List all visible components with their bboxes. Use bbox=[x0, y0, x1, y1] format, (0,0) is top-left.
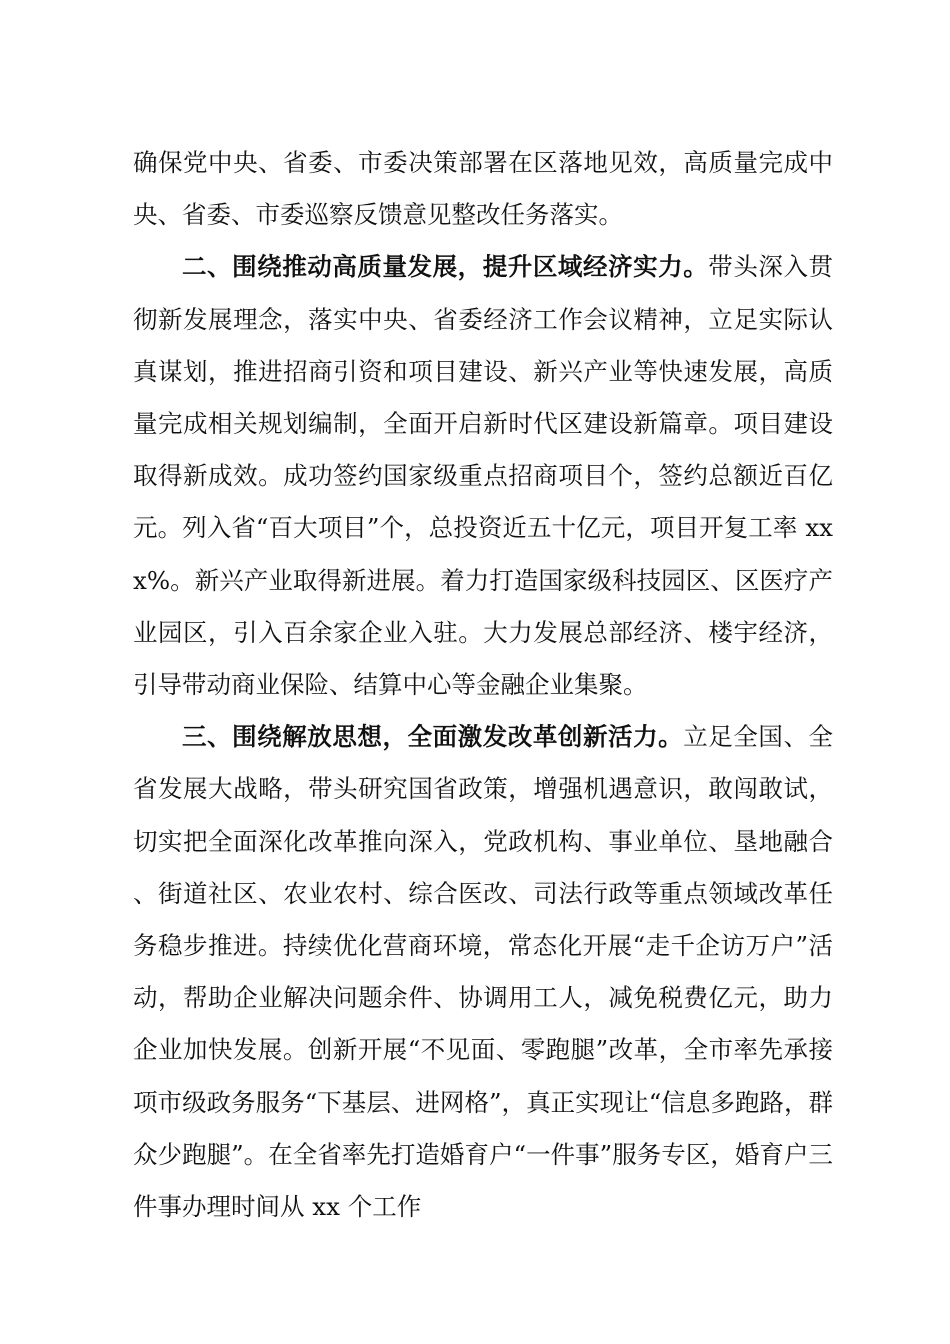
paragraph-text: 确保党中央、省委、市委决策部署在区落地见效，高质量完成中央、省委、市委巡察反馈意见整改任务落实。 bbox=[133, 148, 833, 230]
paragraph-continuation bbox=[133, 137, 833, 241]
paragraph-text: 立足全国、全省发展大战略，带头研究国省政策，增强机遇意识，敢闯敢试，切实把全面深化改革推向深入，党政机构、事业单位、垦地融合、街道社区、农业农村、综合医改、司法行政等重点领域改革任务稳步推进。持续优化营商环境，常态化开展“走千企访万户”活动，帮助企业解决问题余件、协调用工人，减免税费亿元，助力企业加快发展。创新开展“不见面、零跑腿”改革，全市率先承接项市级政务服务“下基层、进网格”，真正实现让“信息多跑路，群众少跑腿”。在全省率先打造婚育户“一件事”服务专区，婚育户三件事办理时间从 xx 个工作 bbox=[133, 722, 834, 1222]
paragraph-text: 带头深入贯彻新发展理念，落实中央、省委经济工作会议精神，立足实际认真谋划，推进招商引资和项目建设、新兴产业等快速发展，高质量完成相关规划编制，全面开启新时代区建设新篇章。项目建设取得新成效。成功签约国家级重点招商项目个，签约总额近百亿元。列入省“百大项目”个，总投资近五十亿元，项目开复工率 xxx%。新兴产业取得新进展。着力打造国家级科技园区、区医疗产业园区，引入百余家企业入驻。大力发展总部经济、楼宇经济，引导带动商业保险、结算中心等金融企业集聚。 bbox=[133, 252, 834, 700]
paragraph-section-three bbox=[133, 711, 833, 1233]
section-heading: 三、围绕解放思想，全面激发改革创新活力。 bbox=[182, 722, 684, 752]
document-body bbox=[133, 137, 833, 1233]
paragraph-section-two bbox=[133, 241, 833, 711]
section-heading: 二、围绕推动高质量发展，提升区域经济实力。 bbox=[182, 252, 709, 282]
